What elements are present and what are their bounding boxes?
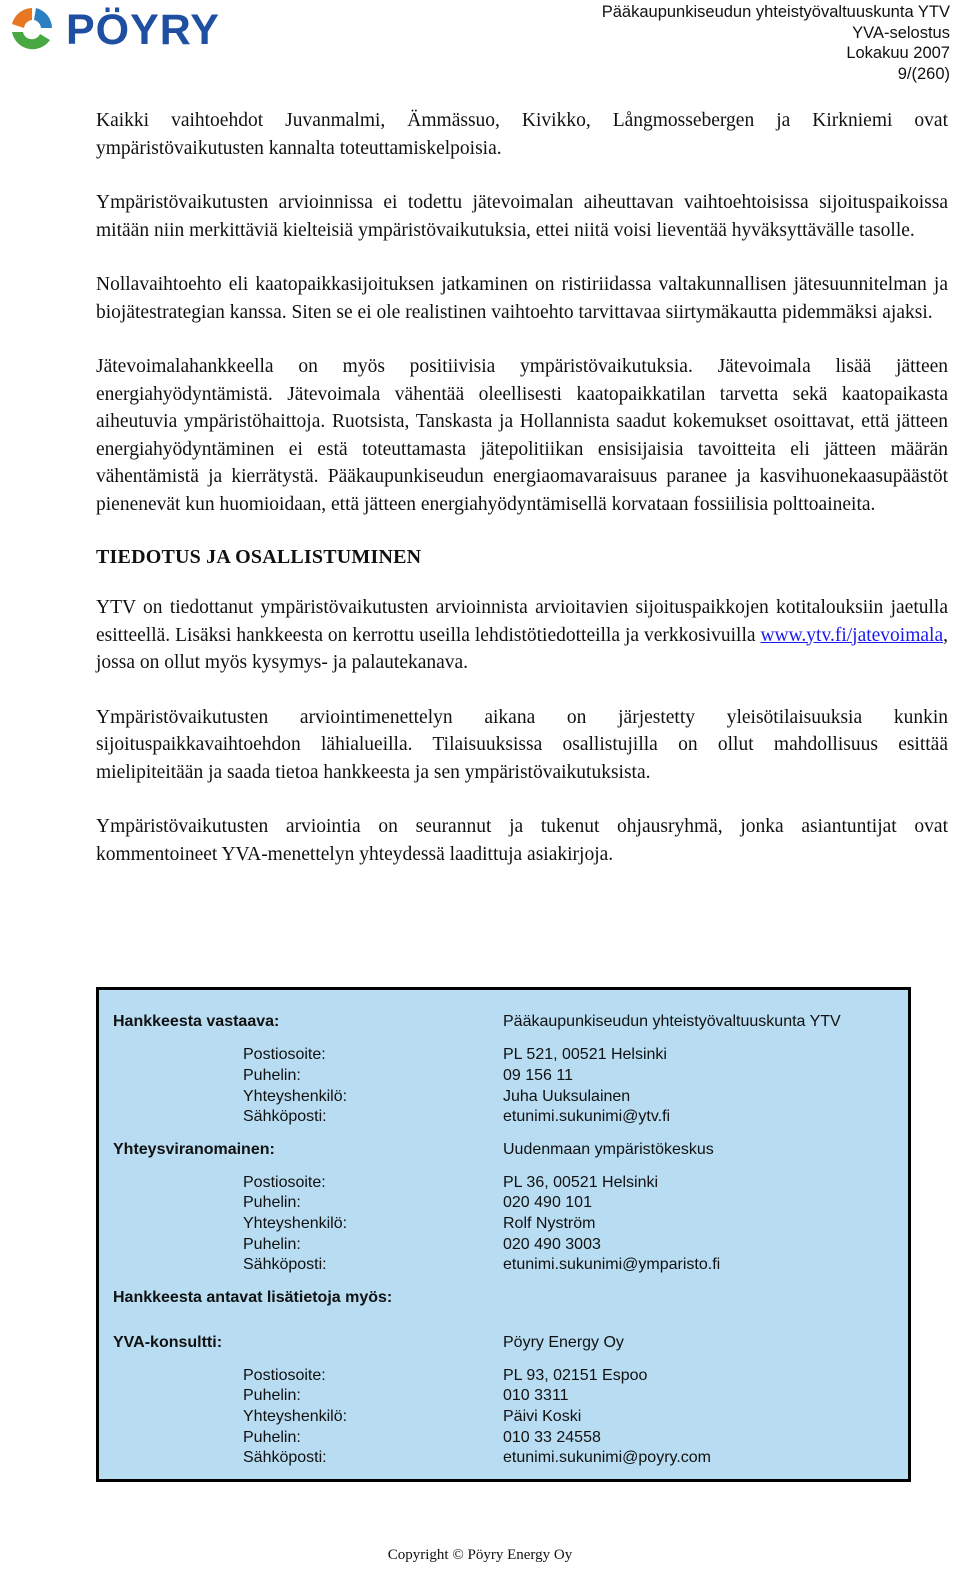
header-page-number: 9/(260) (897, 64, 950, 83)
authority-value: Uudenmaan ympäristökeskus (503, 1141, 714, 1158)
contact-value: PL 521, 00521 Helsinki (503, 1046, 667, 1063)
paragraph-3: Nollavaihtoehto eli kaatopaikkasijoituksen jatkaminen on ristiriidassa valtakunnallisen jätesuunnitelman ja biojätestrategian kanssa. Siten se ei ole realistinen vaihtoehto tarvittavaa siirtymäkautta pidemmäksi ajaksi. (96, 274, 948, 323)
contact-value: 010 33 24558 (503, 1429, 601, 1446)
section-heading: TIEDOTUS JA OSALLISTUMINEN (96, 546, 422, 568)
paragraph-4: Jätevoimalahankkeella on myös positiivisia ympäristövaikutuksia. Jätevoimala lisää jätteen energiahyödyntämistä. Jätevoimala vähentää oleellisesti kaatopaikkatilan tarvetta sekä kaatopaikasta aiheutuvia ympäristöhaittoja. Ruotsista, Tanskasta ja Hollannista saadut kokemukset osoittavat, että jätteen energiahyödyntäminen ei estä toteuttamasta jätepolitiikan ensisijaisia tavoitteita eli jätteen määrän vähentämistä ja kierrätystä. Pääkaupunkiseudun energiaomavaraisuus paranee ja kasvihuonekaasupäästöt pienenevät kun huomioidaan, että jätteen energiahyödyntämisellä korvataan fossiilisia polttoaineita. (96, 356, 948, 515)
contact-label: Yhteyshenkilö: (243, 1088, 348, 1105)
contact-value: etunimi.sukunimi@ytv.fi (503, 1108, 671, 1125)
contact-info-box (96, 987, 911, 1482)
document-body (96, 107, 948, 868)
contact-label: Yhteyshenkilö: (243, 1408, 348, 1425)
contact-label: Puhelin: (243, 1429, 301, 1446)
logo-wordmark: PÖYRY (66, 6, 220, 54)
contact-value: 020 490 101 (503, 1194, 592, 1211)
paragraph-5-text-a: YTV on tiedottanut ympäristövaikutusten arvioinnista arvioitavien sijoituspaikkojen kotitalouksiin jaetulla esitteellä. Lisäksi hankkeesta on kerrottu useilla lehdistötiedotteilla ja verkkosivuilla (96, 597, 948, 646)
contact-label: Sähköposti: (243, 1256, 327, 1273)
contact-label: Puhelin: (243, 1194, 301, 1211)
contact-value: PL 36, 00521 Helsinki (503, 1174, 659, 1191)
contact-value: PL 93, 02151 Espoo (503, 1367, 648, 1384)
header-organization: Pääkaupunkiseudun yhteistyövaltuuskunta YTV (601, 3, 950, 21)
contact-value: etunimi.sukunimi@ymparisto.fi (503, 1256, 721, 1273)
contact-value: 09 156 11 (503, 1067, 573, 1084)
responsible-party-value: Pääkaupunkiseudun yhteistyövaltuuskunta YTV (503, 1013, 841, 1030)
contact-value: Juha Uuksulainen (503, 1088, 631, 1105)
paragraph-1: Kaikki vaihtoehdot Juvanmalmi, Ämmässuo, Kivikko, Långmossebergen ja Kirkniemi ovat ympäristövaikutusten kannalta toteuttamiskelpoisia. (96, 110, 948, 159)
header-document: YVA-selostus (852, 23, 950, 42)
paragraph-5 (96, 594, 948, 677)
contact-value: etunimi.sukunimi@poyry.com (503, 1449, 712, 1466)
contact-label: Sähköposti: (243, 1108, 327, 1125)
contact-value: Rolf Nyström (503, 1215, 596, 1232)
page-header (602, 2, 950, 84)
contact-label: Postiosoite: (243, 1174, 326, 1191)
footer-copyright: Copyright © Pöyry Energy Oy (387, 1547, 573, 1563)
poyry-logo-icon (4, 4, 60, 54)
contact-label: Yhteyshenkilö: (243, 1215, 348, 1232)
consultant-label: YVA-konsultti: (113, 1334, 223, 1351)
additional-info-label: Hankkeesta antavat lisätietoja myös: (113, 1289, 393, 1306)
paragraph-2: Ympäristövaikutusten arvioinnissa ei todettu jätevoimalan aiheuttavan vaihtoehtoisissa sijoituspaikoissa mitään niin merkittäviä kielteisiä ympäristövaikutuksia, ettei niitä voisi lieventää hyväksyttävälle tasolle. (96, 192, 948, 241)
responsible-party-label: Hankkeesta vastaava: (113, 1013, 280, 1030)
paragraph-7: Ympäristövaikutusten arviointia on seurannut ja tukenut ohjausryhmä, jonka asiantuntijat ovat kommentoineet YVA-menettelyn yhteydessä laadittuja asiakirjoja. (96, 816, 948, 865)
contact-value: 020 490 3003 (503, 1236, 601, 1253)
ytv-website-link[interactable]: www.ytv.fi/jatevoimala (760, 624, 944, 646)
contact-label: Puhelin: (243, 1067, 301, 1084)
contact-label: Postiosoite: (243, 1367, 326, 1384)
contact-label: Postiosoite: (243, 1046, 326, 1063)
contact-value: Päivi Koski (503, 1408, 582, 1425)
contact-value: 010 3311 (503, 1387, 569, 1404)
contact-label: Puhelin: (243, 1387, 301, 1404)
paragraph-6: Ympäristövaikutusten arviointimenettelyn aikana on järjestetty yleisötilaisuuksia kunkin sijoituspaikkavaihtoehdon lähialueilla. Tilaisuuksissa osallistujilla on ollut mahdollisuus esittää mielipiteitään ja saada tietoa hankkeesta ja sen ympäristövaikutuksista. (96, 706, 948, 783)
paragraph-5-text-b: , jossa on ollut myös kysymys- ja palautekanava. (96, 624, 948, 673)
authority-label: Yhteysviranomainen: (113, 1141, 275, 1158)
contact-label: Sähköposti: (243, 1449, 327, 1466)
contact-label: Puhelin: (243, 1236, 301, 1253)
poyry-logo (4, 4, 274, 54)
consultant-value: Pöyry Energy Oy (503, 1334, 624, 1351)
header-date: Lokakuu 2007 (846, 44, 950, 62)
